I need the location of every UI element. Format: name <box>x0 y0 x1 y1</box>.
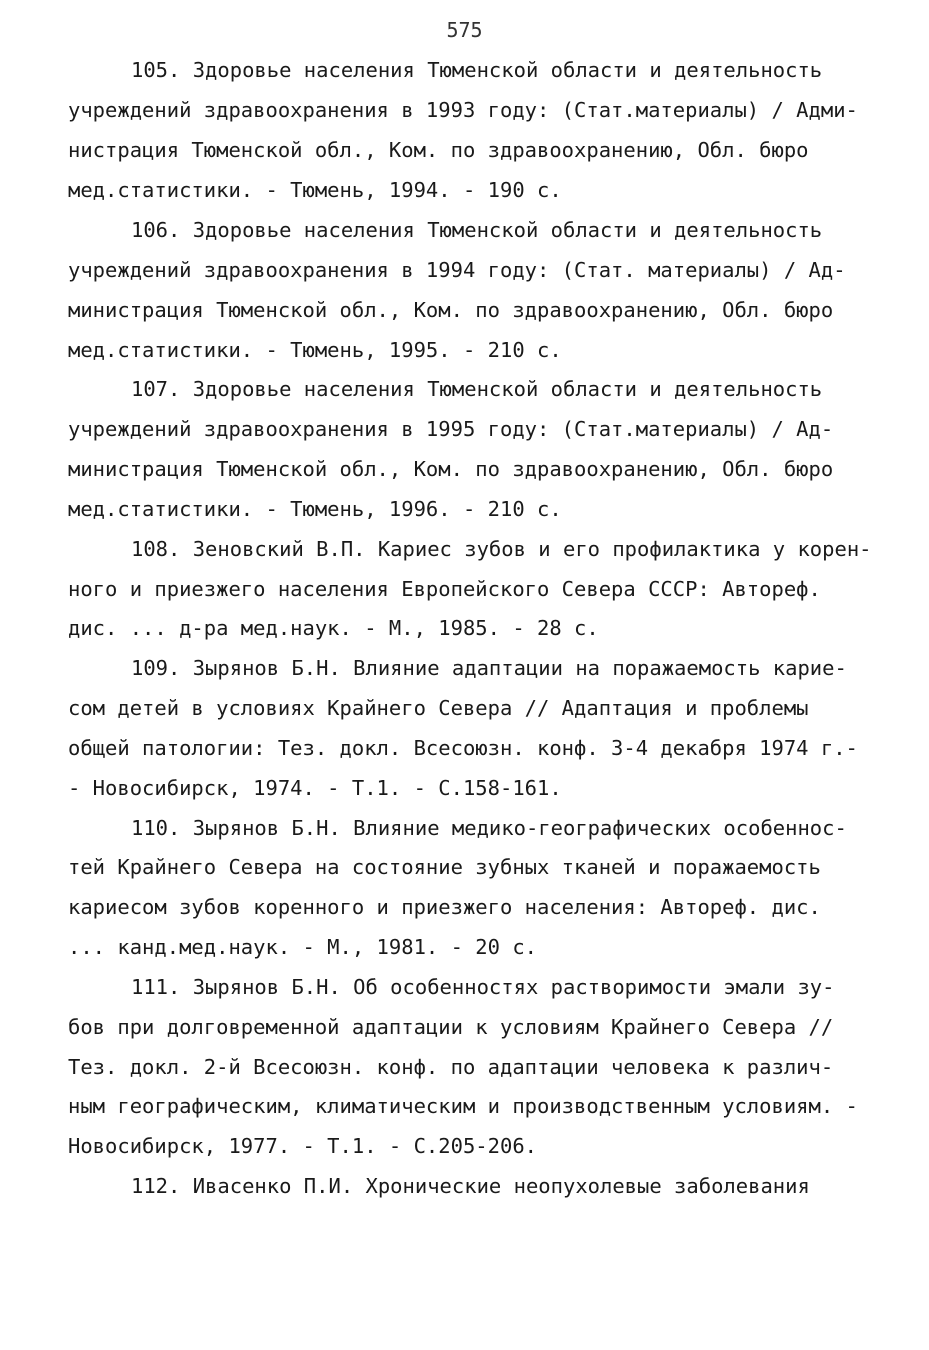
text-line: - Новосибирск, 1974. - Т.1. - С.158-161. <box>68 776 562 800</box>
text-line: министрация Тюменской обл., Ком. по здравоохранению, Обл. бюро <box>68 457 834 481</box>
text-line: бов при долговременной адаптации к условиям Крайнего Севера // <box>68 1015 834 1039</box>
text-line: нистрация Тюменской обл., Ком. по здравоохранению, Обл. бюро <box>68 138 809 162</box>
text-line: Новосибирск, 1977. - Т.1. - С.205-206. <box>68 1134 537 1158</box>
text-line: 107. Здоровье населения Тюменской области и деятельность <box>131 377 823 401</box>
text-line: тей Крайнего Севера на состояние зубных тканей и поражаемость <box>68 855 821 879</box>
text-line: кариесом зубов коренного и приезжего населения: Автореф. дис. <box>68 895 821 919</box>
text-line: министрация Тюменской обл., Ком. по здравоохранению, Обл. бюро <box>68 298 834 322</box>
text-line: 112. Ивасенко П.И. Хронические неопухолевые заболевания <box>131 1174 810 1198</box>
text-line: общей патологии: Тез. докл. Всесоюзн. конф. 3-4 декабря 1974 г.- <box>68 736 858 760</box>
text-line: сом детей в условиях Крайнего Севера // Адаптация и проблемы <box>68 696 809 720</box>
text-line: 110. Зырянов Б.Н. Влияние медико-географических особеннос- <box>131 816 847 840</box>
text-line: 105. Здоровье населения Тюменской области и деятельность <box>131 58 823 82</box>
text-line: учреждений здравоохранения в 1994 году: (Стат. материалы) / Ад- <box>68 258 846 282</box>
page-number: 575 <box>446 18 483 42</box>
text-line: 106. Здоровье населения Тюменской области и деятельность <box>131 218 823 242</box>
text-line: учреждений здравоохранения в 1993 году: (Стат.материалы) / Адми- <box>68 98 858 122</box>
text-line: мед.статистики. - Тюмень, 1994. - 190 с. <box>68 178 562 202</box>
text-line: ного и приезжего населения Европейского Севера СССР: Автореф. <box>68 577 821 601</box>
text-line: 108. Зеновский В.П. Кариес зубов и его профилактика у корен- <box>131 537 872 561</box>
text-line: ным географическим, климатическим и производственным условиям. - <box>68 1094 858 1118</box>
text-line: ... канд.мед.наук. - М., 1981. - 20 с. <box>68 935 537 959</box>
text-line: 109. Зырянов Б.Н. Влияние адаптации на поражаемость карие- <box>131 656 847 680</box>
text-line: мед.статистики. - Тюмень, 1996. - 210 с. <box>68 497 562 521</box>
text-line: дис. ... д-ра мед.наук. - М., 1985. - 28 с. <box>68 616 599 640</box>
text-line: Тез. докл. 2-й Всесоюзн. конф. по адаптации человека к различ- <box>68 1055 834 1079</box>
text-line: 111. Зырянов Б.Н. Об особенностях растворимости эмали зу- <box>131 975 835 999</box>
text-line: учреждений здравоохранения в 1995 году: (Стат.материалы) / Ад- <box>68 417 834 441</box>
text-line: мед.статистики. - Тюмень, 1995. - 210 с. <box>68 338 562 362</box>
